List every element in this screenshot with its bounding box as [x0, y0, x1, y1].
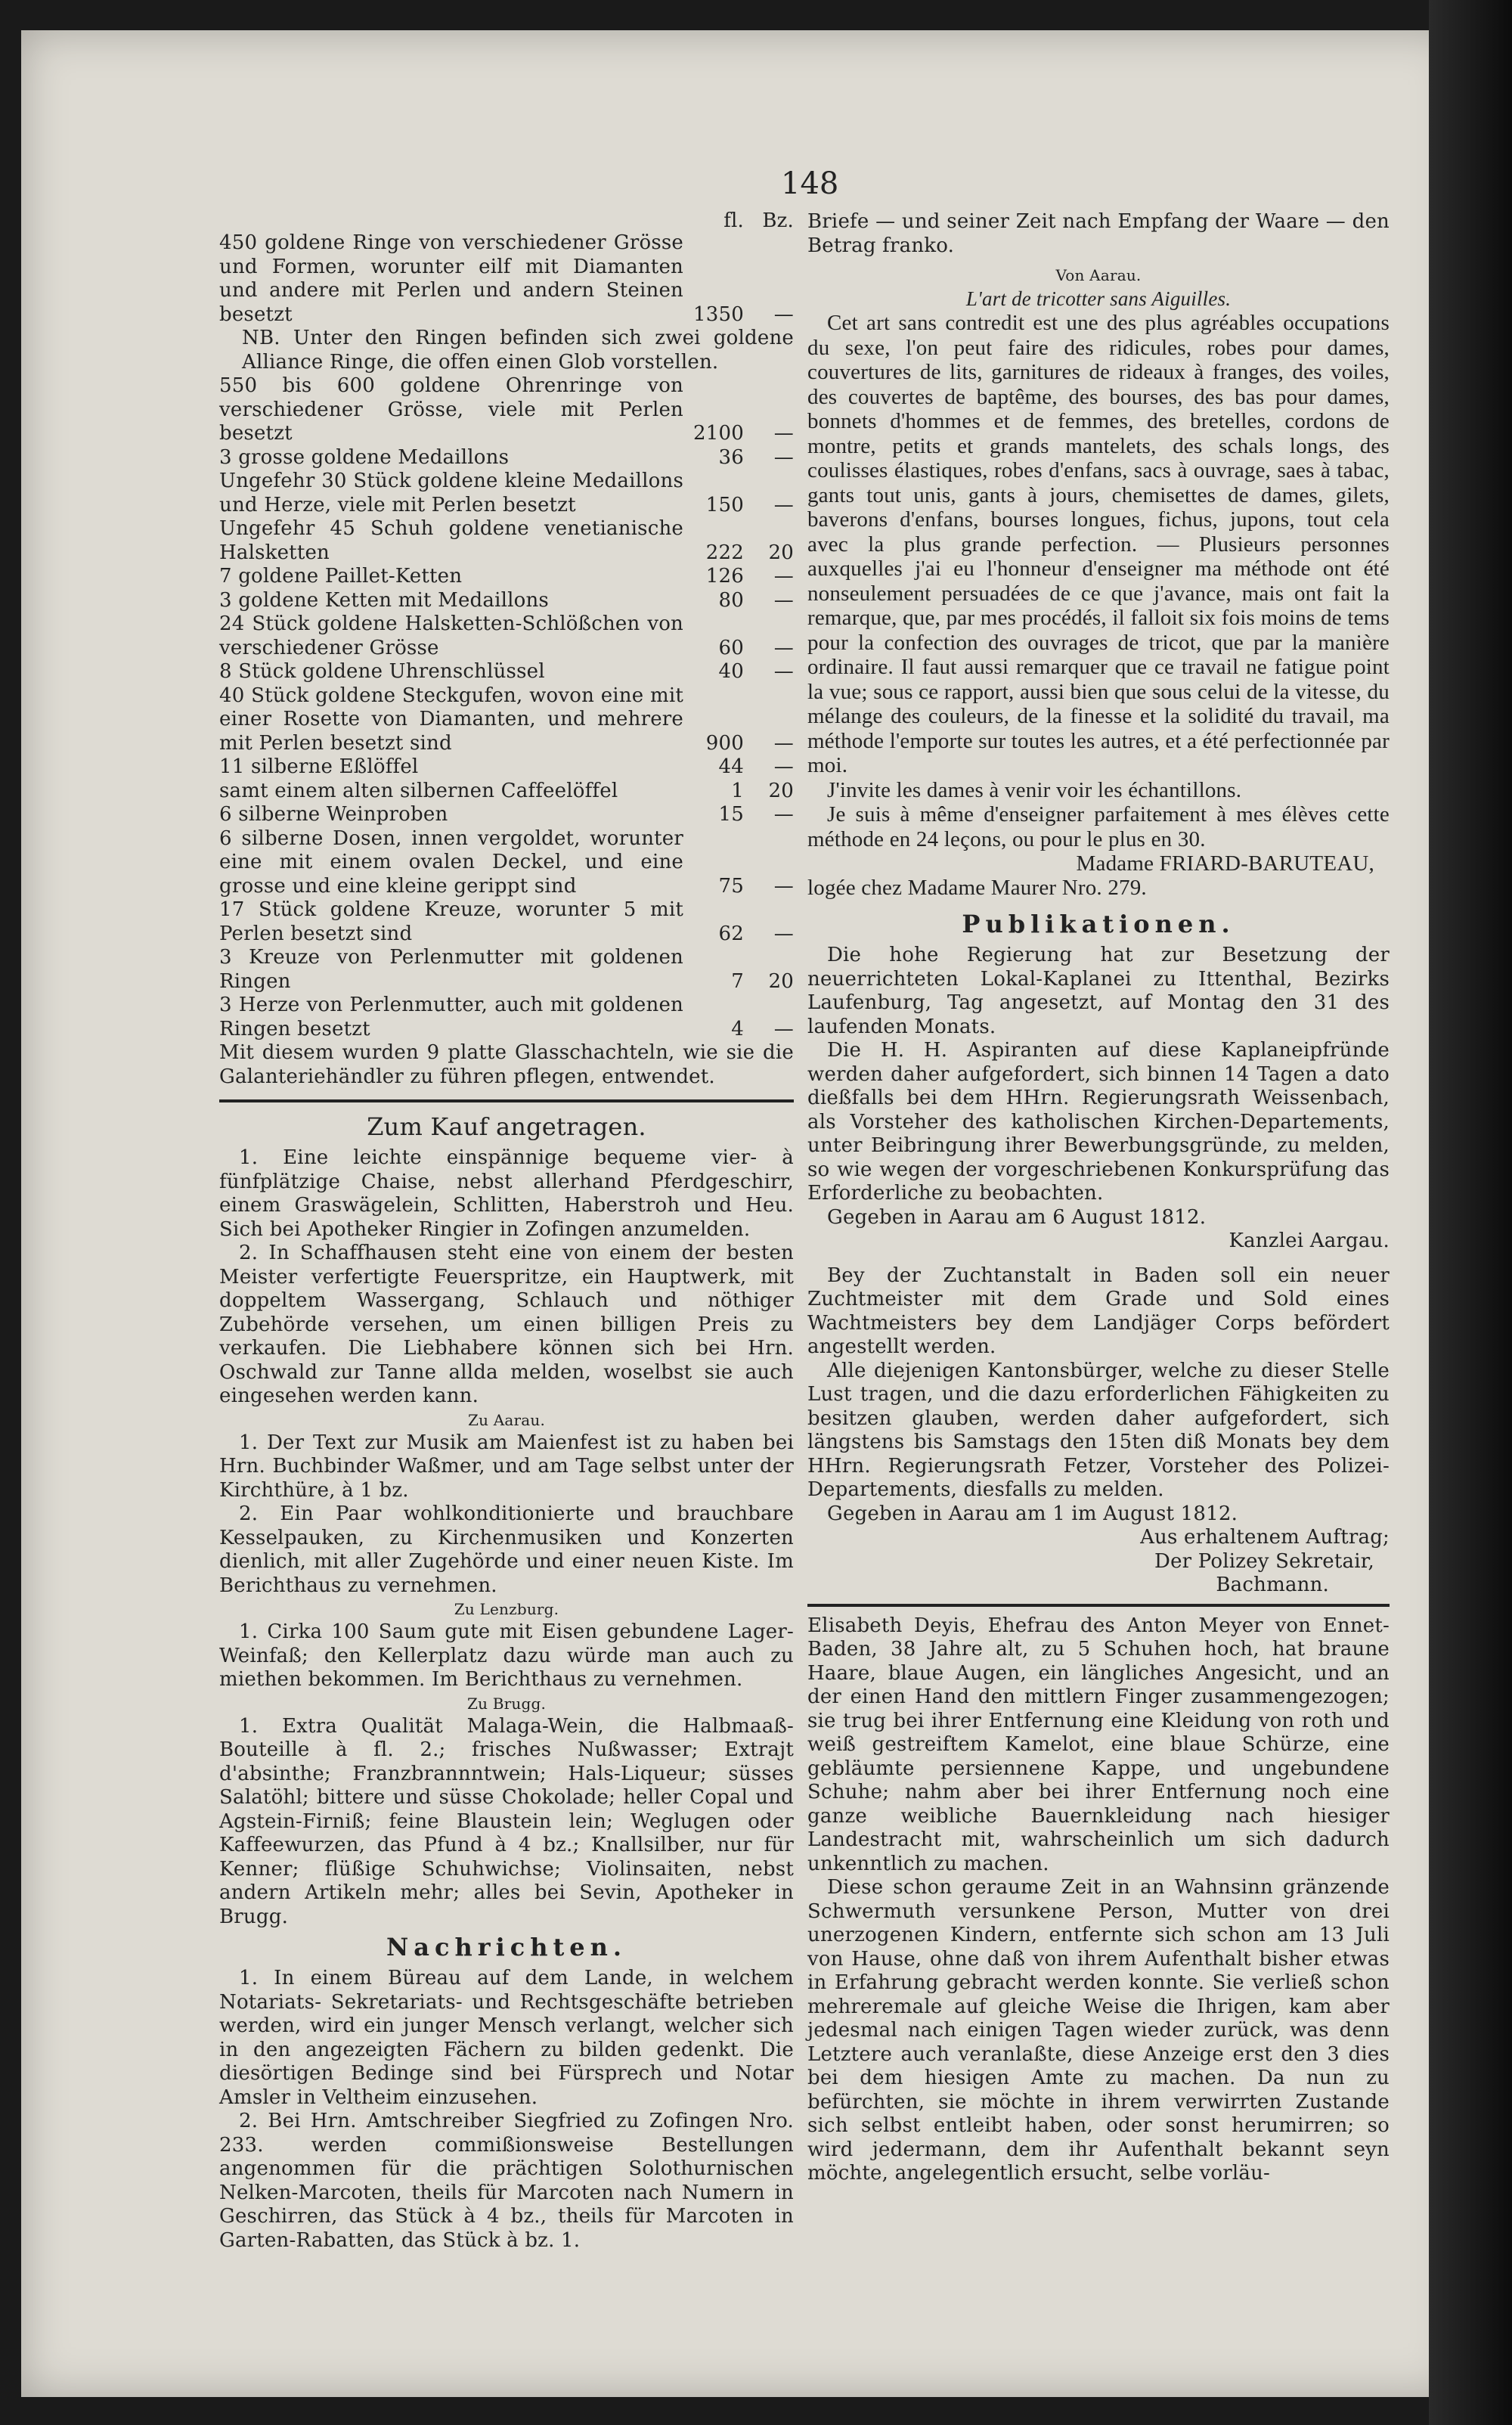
item-row	[219, 803, 794, 827]
item-price-bz: —	[773, 755, 794, 778]
item-price-bz: —	[773, 565, 794, 588]
item-price-bz: —	[773, 636, 794, 659]
place-heading-von-aarau: Von Aarau.	[1055, 266, 1142, 284]
item-description: 3 grosse goldene Medaillons	[219, 445, 510, 469]
item-price-fl: 7	[731, 969, 744, 993]
place-heading-lenzburg: Zu Lenzburg.	[454, 1600, 559, 1618]
item-note: NB. Unter den Ringen befinden sich zwei goldene Alliance Ringe, die offen einen Glob vorstellen.	[242, 327, 794, 374]
zucht-signature-2: Der Polizey Sekretair,	[1154, 1549, 1374, 1573]
newspaper-page	[21, 30, 1458, 2397]
currency-fl: fl.	[723, 209, 744, 232]
section-divider	[219, 1099, 794, 1102]
french-ad-title: L'art de tricotter sans Aiguilles.	[965, 287, 1232, 310]
item-price-fl: 900	[705, 731, 744, 755]
item-price-bz: —	[773, 803, 794, 826]
publication-date: Gegeben in Aarau am 6 August 1812.	[827, 1205, 1207, 1229]
item-price-fl: 44	[718, 755, 744, 778]
item-price-bz: —	[773, 1017, 794, 1040]
item-row	[219, 517, 794, 565]
item-row	[219, 612, 794, 660]
item-row	[219, 231, 794, 327]
section-heading-nachrichten: Nachrichten.	[386, 1933, 627, 1961]
item-row	[219, 565, 794, 589]
item-price-fl: 75	[718, 874, 744, 898]
item-price-fl: 1350	[693, 302, 744, 326]
item-description: 17 Stück goldene Kreuze, worunter 5 mit Perlen besetzt sind	[219, 898, 683, 945]
zucht-date: Gegeben in Aarau am 1 im August 1812.	[827, 1502, 1238, 1525]
currency-kr: Bz.	[762, 209, 794, 232]
item-description: 3 goldene Ketten mit Medaillons	[219, 588, 549, 612]
item-price-fl: 1	[731, 779, 744, 802]
item-price-bz: —	[773, 493, 794, 516]
items-closing: Mit diesem wurden 9 platte Glasschachteln, wie sie die Galanteriehändler zu führen pflegen, entwendet.	[219, 1041, 794, 1088]
item-description: 3 Herze von Perlenmutter, auch mit goldenen Ringen besetzt	[219, 994, 683, 1040]
item-row	[219, 755, 794, 780]
publication-signature: Kanzlei Aargau.	[1228, 1230, 1390, 1252]
section-divider-right	[807, 1604, 1390, 1607]
currency-header	[219, 210, 794, 231]
item-price-fl: 126	[705, 565, 744, 588]
item-price-bz: —	[773, 422, 794, 445]
item-row	[219, 446, 794, 470]
item-row	[219, 827, 794, 899]
item-row	[219, 994, 794, 1041]
right-column	[807, 210, 1390, 2186]
item-price-bz: —	[773, 302, 794, 326]
nachricht-2: 2. Bei Hrn. Amtschreiber Siegfried zu Zofingen Nro. 233. werden commißionsweise Bestellungen angenommen für die prächtigen Solothurnischen Nelken-Marcoten, theils für Marcoten nach Numern in Geschirren, das Stück à 4 bz., theils für Marcoten in Garten-Rabatten, das Stück à bz. 1.	[219, 2110, 794, 2252]
zucht-signature-3: Bachmann.	[1216, 1574, 1329, 1596]
letters-continuation: Briefe — und seiner Zeit nach Empfang der Waare — den Betrag franko.	[807, 210, 1390, 257]
french-ad-invite: J'invite les dames à venir voir les échantillons.	[827, 777, 1242, 802]
item-row	[219, 684, 794, 756]
item-price-bz: —	[773, 922, 794, 945]
item-description: Ungefehr 30 Stück goldene kleine Medaillons und Herze, viele mit Perlen besetzt	[219, 470, 683, 516]
kauf-brugg-1: 1. Extra Qualität Malaga-Wein, die Halbmaaß-Bouteille à fl. 2.; frisches Nußwasser; Extrajt d'absinthe; Franzbrannntwein; Hals-Liqueur; süsses Salatöhl; bittere und süsse Chokolade; heller Copal und Agstein-Firniß; feine Blaustein lein; Weglugen oder Kaffeewurzen, das Pfund à 4 bz.; Knallsilber, nur für Kenner; flüßige Schuhwichse; Violinsaiten, nebst andern Artikeln mehr; alles bei Sevin, Apotheker in Brugg.	[219, 1714, 794, 1928]
kauf-aarau-1: 1. Der Text zur Musik am Maienfest ist zu haben bei Hrn. Buchbinder Waßmer, und am Tage selbst unter der Kirchthüre, à 1 bz.	[219, 1431, 794, 1502]
item-description: samt einem alten silbernen Caffeelöffel	[219, 779, 618, 802]
item-description: 40 Stück goldene Steckgufen, wovon eine mit einer Rosette von Diamanten, und mehrere mit Perlen besetzt sind	[219, 684, 683, 755]
item-description: 450 goldene Ringe von verschiedener Grösse und Formen, worunter eilf mit Diamanten und andere mit Perlen und andern Steinen besetzt	[219, 231, 683, 326]
nachricht-1: 1. In einem Büreau auf dem Lande, in welchem Notariats- Sekretariats- und Rechtsgeschäfte betrieben werden, wird ein junger Mensch verlangt, welcher sich in den angezeigten Fächern zu bilden gedenkt. Die diesörtigen Bedinge sind bei Fürsprech und Notar Amsler in Veltheim einzusehen.	[219, 1967, 794, 2109]
item-price-bz: 20	[768, 779, 794, 802]
left-column	[219, 210, 794, 2253]
publication-1: Die hohe Regierung hat zur Besetzung der neuerrichteten Lokal-Kaplanei zu Ittenthal, Bezirks Laufenburg, Tag angesetzt, auf Montag den 31 des laufenden Monats.	[807, 944, 1390, 1038]
stolen-items-list	[219, 231, 794, 1041]
item-description: 550 bis 600 goldene Ohrenringe von verschiedener Grösse, viele mit Perlen besetzt	[219, 374, 683, 445]
missing-person-description: Elisabeth Deyis, Ehefrau des Anton Meyer von Ennet-Baden, 38 Jahre alt, zu 5 Schuhen hoch, hat braune Haare, blaue Augen, ein längliches Angesicht, und an der einen Hand den mittlern Finger zusammengezogen; sie trug bei ihrer Entfernung eine Kleidung von roth und weiß gestreiftem Kamelot, eine blaue Schürze, eine gebläumte persiennene Kappe, und ungebundene Schuhe; nahm aber bei ihrer Entfernung noch eine ganze weibliche Bauernkleidung nach hiesiger Landestracht mit, wahrscheinlich um sich dadurch unkenntlich zu machen.	[807, 1614, 1390, 1875]
item-row	[219, 898, 794, 946]
item-price-fl: 4	[731, 1017, 744, 1040]
french-ad-body: Cet art sans contredit est une des plus agréables occupations du sexe, l'on peut faire des ridicules, robes pour dames, couvertures de lits, garnitures de rideaux à franges, des voiles, des couvertes de baptême, des bourses, des bas pour dames, bonnets d'hommes et de femmes, des bretelles, cordons de montre, petits et grands mantelets, des schals longs, des coulisses élastiques, robes d'enfans, sacs à ouvrage, saes à tabac, gants tout unis, gants à jours, chemisettes de dames, gilets, baverons d'enfans, bourses longues, fichus, jupons, tout cela avec la plus grande perfection. — Plusieurs personnes auxquelles j'ai eu l'honneur d'enseigner ma méthode ont été nonseulement persuadées de ce que j'avance, mais ont fait la remarque, que, par mes procédés, il falloit six fois moins de tems pour la confection des ouvrages de tricot, que par la manière ordinaire. Il faut aussi remarquer que ce travail ne fatigue point la vue; sous ce rapport, aussi bien que sous celui de la vitesse, du mélange des couleurs, de la finesse et la solidité du travail, ma méthode l'emporte sur toutes les autres, et a été perfectionnée par moi.	[807, 311, 1390, 777]
french-ad-signature: Madame FRIARD-BARUTEAU,	[1076, 851, 1374, 876]
item-price-fl: 36	[718, 445, 744, 469]
item-description: 11 silberne Eßlöffel	[219, 755, 419, 778]
zucht-notice-2: Alle diejenigen Kantonsbürger, welche zu dieser Stelle Lust tragen, und die dazu erforderlichen Fähigkeiten zu besitzen glauben, werden daher aufgefordert, sich längstens bis Samstags den 15ten diß Monats bey dem HHrn. Regierungsrath Fetzer, Vorsteher des Polizei-Departements, diesfalls zu melden.	[807, 1359, 1390, 1501]
item-price-bz: —	[773, 445, 794, 469]
item-price-fl: 2100	[693, 422, 744, 445]
publication-2: Die H. H. Aspiranten auf diese Kaplaneipfründe werden daher aufgefordert, sich binnen 14 Tagen a dato dießfalls bei dem HHrn. Regierungsrath Weissenbach, als Vorsteher des katholischen Kirchen-Departements, unter Beibringung ihrer Bewerbungsgründe, zu melden, so wie wegen der vorgeschriebenen Konkursprüfung das Erforderliche zu beobachten.	[807, 1039, 1390, 1205]
item-row	[219, 470, 794, 517]
item-price-fl: 222	[705, 541, 744, 564]
item-row	[219, 589, 794, 613]
item-description: 7 goldene Paillet-Ketten	[219, 565, 463, 588]
item-price-fl: 80	[718, 588, 744, 612]
item-description: 6 silberne Weinproben	[219, 803, 448, 826]
kauf-aarau-2: 2. Ein Paar wohlkonditionierte und brauchbare Kesselpauken, zu Kirchenmusiken und Konzerten dienlich, mit aller Zugehörde und einer neuen Kiste. Im Berichthaus zu vernehmen.	[219, 1502, 794, 1597]
item-row	[219, 946, 794, 994]
kauf-item-2: 2. In Schaffhausen steht eine von einem der besten Meister verfertigte Feuerspritze, ein Hauptwerk, mit doppeltem Wassergang, Schlauch und nöthiger Zubehörde versehen, um einen billigen Preis zu verkaufen. Die Liebhabere können sich bei Hrn. Oschwald zur Tanne allda melden, woselbst sie auch eingesehen werden kann.	[219, 1242, 794, 1407]
section-heading-kauf: Zum Kauf angetragen.	[367, 1112, 646, 1141]
french-ad-address: logée chez Madame Maurer Nro. 279.	[807, 876, 1147, 900]
item-price-bz: 20	[768, 969, 794, 993]
place-heading-brugg: Zu Brugg.	[466, 1694, 547, 1713]
item-row	[219, 660, 794, 684]
item-price-fl: 60	[718, 636, 744, 659]
item-price-bz: —	[773, 660, 794, 683]
place-heading-aarau: Zu Aarau.	[467, 1410, 546, 1429]
item-description: Ungefehr 45 Schuh goldene venetianische Halsketten	[219, 517, 683, 564]
kauf-lenzburg-1: 1. Cirka 100 Saum gute mit Eisen gebundene Lager-Weinfaß; den Kellerplatz dazu würde man auch zu miethen bekommen. Im Berichthaus zu vernehmen.	[219, 1620, 794, 1691]
item-price-fl: 62	[718, 922, 744, 945]
item-description: 8 Stück goldene Uhrenschlüssel	[219, 660, 545, 683]
item-row	[219, 374, 794, 446]
french-ad-lessons: Je suis à même d'enseigner parfaitement à mes élèves cette méthode en 24 leçons, ou pour le plus en 30.	[807, 802, 1390, 851]
section-heading-publikationen: Publikationen.	[962, 910, 1235, 938]
item-price-fl: 15	[718, 803, 744, 826]
item-price-bz: —	[773, 731, 794, 755]
item-row	[219, 780, 794, 804]
item-description: 3 Kreuze von Perlenmutter mit goldenen Ringen	[219, 946, 683, 993]
scan-edge-shadow	[1429, 0, 1512, 2425]
item-price-fl: 150	[705, 493, 744, 516]
zucht-notice-1: Bey der Zuchtanstalt in Baden soll ein neuer Zuchtmeister mit dem Grade und Sold eines Wachtmeisters bey dem Landjäger Corps befördert angestellt werden.	[807, 1264, 1390, 1358]
item-price-fl: 40	[718, 660, 744, 683]
zucht-signature-1: Aus erhaltenem Auftrag;	[1140, 1526, 1390, 1549]
item-price-bz: —	[773, 588, 794, 612]
item-description: 6 silberne Dosen, innen vergoldet, worunter eine mit einem ovalen Deckel, und eine grosse und eine kleine gerippt sind	[219, 826, 683, 898]
item-price-bz: —	[773, 874, 794, 898]
page-number: 148	[781, 166, 839, 201]
item-price-bz: 20	[768, 541, 794, 564]
kauf-item-1: 1. Eine leichte einspännige bequeme vier- à fünfplätzige Chaise, nebst allerhand Pferdgeschirr, einem Graswägelein, Schlitten, Haberstroh und Heu. Sich bei Apotheker Ringier in Zofingen anzumelden.	[219, 1146, 794, 1241]
missing-person-details: Diese schon geraume Zeit in an Wahnsinn gränzende Schwermuth versunkene Person, Mutter von drei unerzogenen Kindern, entfernte sich schon am 13 Juli von Hause, ohne daß von ihrem Aufenthalt bisher etwas in Erfahrung gebracht werden konnte. Sie verließ schon mehreremale auf gleiche Weise die Ihrigen, kam aber jedesmal nach einigen Tagen wieder zurück, was denn Letztere auch veranlaßte, diese Anzeige erst den 3 dies bei dem hiesigen Amte zu machen. Da nun zu befürchten, sie möchte in ihrem verwirrten Zustande sich selbst entleibt haben, oder sonst herumirren; so wird jedermann, dem ihr Aufenthalt bekannt seyn möchte, angelegentlich ersucht, selbe vorläu-	[807, 1876, 1390, 2185]
item-description: 24 Stück goldene Halsketten-Schlößchen von verschiedener Grösse	[219, 612, 683, 659]
